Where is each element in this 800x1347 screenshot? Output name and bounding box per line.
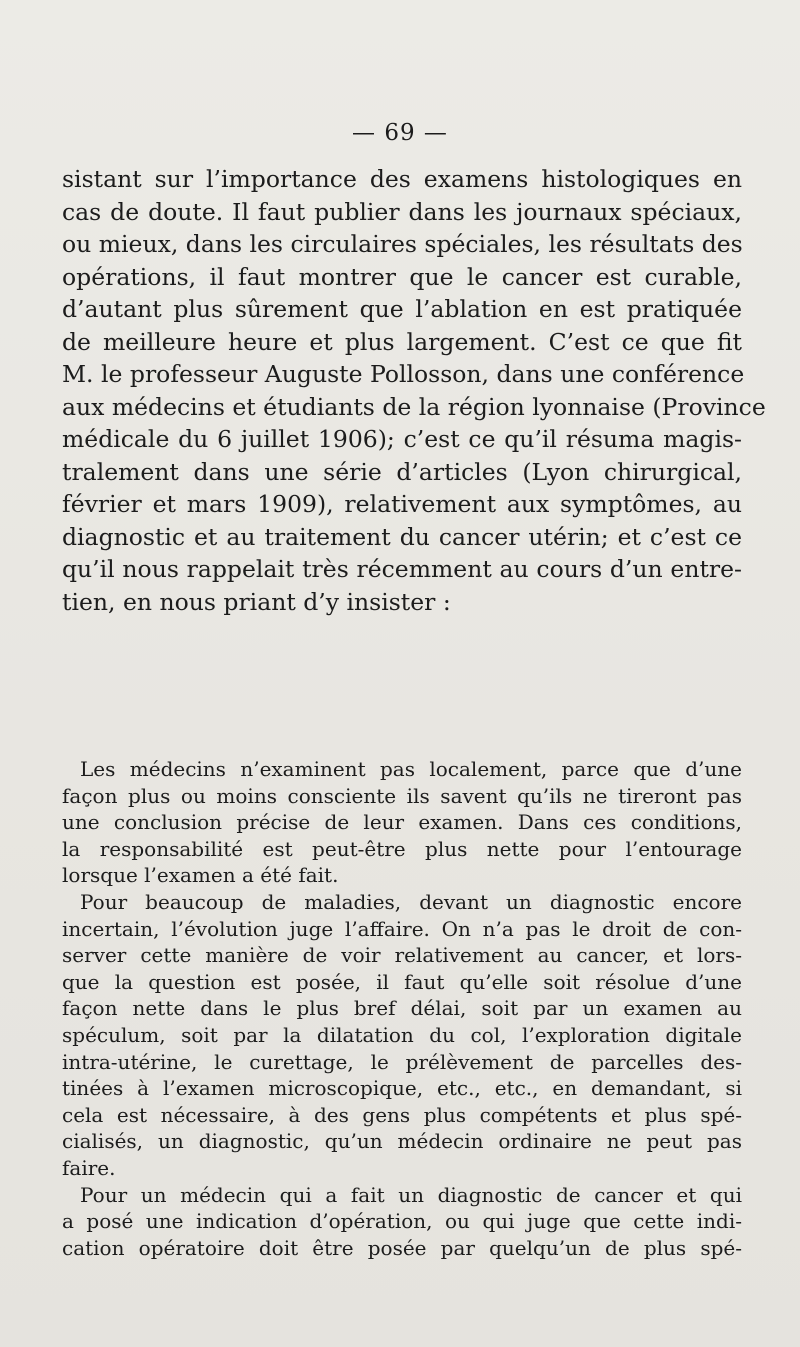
text-line: ou mieux, dans les circulaires spéciales, les résultats des: [62, 230, 743, 258]
quote-line: façon plus ou moins consciente ils savent qu’ils ne tireront pas: [62, 783, 742, 808]
quote-line: la responsabilité est peut-être plus nette pour l’entourage: [62, 836, 742, 861]
quote-line: une conclusion précise de leur examen. Dans ces conditions,: [62, 810, 742, 835]
text-line: médicale du 6 juillet 1906); c’est ce qu’il résuma magis-: [62, 425, 742, 453]
text-line: opérations, il faut montrer que le cancer est curable,: [62, 262, 742, 291]
quote-line: Pour beaucoup de maladies, devant un diagnostic encore: [80, 889, 742, 914]
quoted-passage: [62, 756, 742, 1261]
text-line: aux médecins et étudiants de la région lyonnaise (Province: [62, 392, 766, 421]
quote-line: lorsque l’examen a été fait.: [62, 863, 339, 888]
quote-line: server cette manière de voir relativement au cancer, et lors-: [62, 943, 742, 968]
text-line: M. le professeur Auguste Pollosson, dans une conférence: [62, 360, 745, 388]
quote-line: cialisés, un diagnostic, qu’un médecin ordinaire ne peut pas: [62, 1129, 742, 1154]
page-number: — 69 —: [352, 120, 448, 146]
quote-line: incertain, l’évolution juge l’affaire. On n’a pas le droit de con-: [62, 916, 742, 941]
text-line: février et mars 1909), relativement aux symptômes, au: [62, 490, 742, 518]
text-line: tralement dans une série d’articles (Lyon chirurgical,: [62, 457, 742, 486]
quote-line: que la question est posée, il faut qu’elle soit résolue d’une: [62, 969, 742, 994]
quote-line: tinées à l’examen microscopique, etc., etc., en demandant, si: [62, 1076, 742, 1101]
text-line: de meilleure heure et plus largement. C’est ce que fit: [62, 327, 742, 356]
quote-line: faire.: [62, 1155, 116, 1180]
quote-line: cela est nécessaire, à des gens plus compétents et plus spé-: [62, 1102, 742, 1127]
text-line: diagnostic et au traitement du cancer utérin; et c’est ce: [62, 522, 742, 551]
quote-line: Pour un médecin qui a fait un diagnostic de cancer et qui: [80, 1182, 742, 1207]
text-line: d’autant plus sûrement que l’ablation en est pratiquée: [62, 295, 742, 323]
quote-line: intra-utérine, le curettage, le prélèvement de parcelles des-: [62, 1049, 742, 1074]
text-line: sistant sur l’importance des examens histologiques en: [62, 165, 742, 193]
quote-line: Les médecins n’examinent pas localement, parce que d’une: [80, 757, 742, 781]
text-line: cas de doute. Il faut publier dans les journaux spéciaux,: [62, 197, 742, 226]
quote-line: spéculum, soit par la dilatation du col, l’exploration digitale: [62, 1022, 742, 1047]
main-paragraph: [62, 163, 766, 618]
quote-line: cation opératoire doit être posée par quelqu’un de plus spé-: [62, 1235, 742, 1260]
quote-line: façon nette dans le plus bref délai, soit par un examen au: [62, 996, 742, 1021]
text-line: tien, en nous priant d’y insister :: [62, 587, 451, 616]
text-line: qu’il nous rappelait très récemment au cours d’un entre-: [62, 555, 742, 583]
quote-line: a posé une indication d’opération, ou qui juge que cette indi-: [62, 1209, 742, 1234]
